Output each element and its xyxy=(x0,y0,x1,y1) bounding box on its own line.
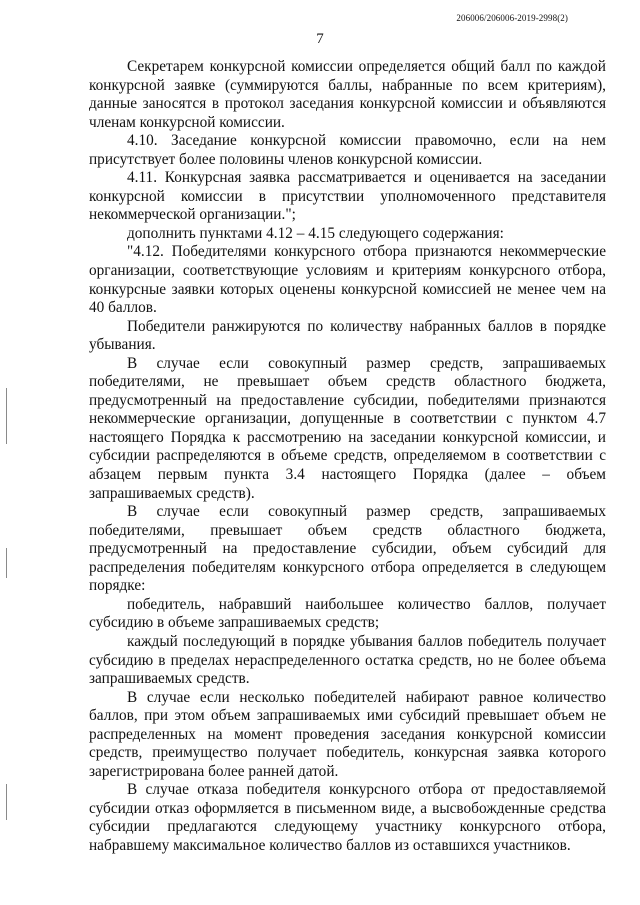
paragraph-ranking: Победители ранжируются по количеству набранных баллов в порядке убывания. xyxy=(89,317,606,354)
document-id: 206006/206006-2019-2998(2) xyxy=(456,13,568,23)
paragraph-refusal: В случае отказа победителя конкурсного отбора от предоставляемой субсидии отказ оформляется в письменном виде, а высвобожденные средства субсидии предлагаются следующему участнику конкурсного отбора, набравшему максимальное количество баллов из оставшихся участников. xyxy=(89,781,606,854)
paragraph-next-winners: каждый последующий в порядке убывания баллов победитель получает субсидию в пределах нераспределенного остатка средств, но не более объема запрашиваемых средств. xyxy=(89,632,606,688)
scan-margin-mark xyxy=(6,784,7,820)
scan-margin-mark xyxy=(6,388,7,444)
page-number: 7 xyxy=(316,31,324,47)
paragraph-4-12: "4.12. Победителями конкурсного отбора признаются некоммерческие организации, соответствующие условиям и критериям конкурсного отбора, конкурсные заявки которых оценены конкурсной комиссией не менее чем на 40 баллов. xyxy=(89,243,606,317)
paragraph-4-11: 4.11. Конкурсная заявка рассматривается и оценивается на заседании конкурсной комиссии в присутствии уполномоченного представителя некоммерческой организации."; xyxy=(89,169,606,224)
paragraph-exceeds: В случае если совокупный размер средств, запрашиваемых победителями, превышает объем средств областного бюджета, предусмотренный на предоставление субсидии, объем субсидий для распределения победителям конкурсного отбора определяется в следующем порядке: xyxy=(89,503,606,595)
paragraph-4-10: 4.10. Заседание конкурсной комиссии правомочно, если на нем присутствует более половины членов конкурсной комиссии. xyxy=(89,132,606,168)
paragraph-secretary-score: Секретарем конкурсной комиссии определяется общий балл по каждой конкурсной заявке (суммируются баллы, набранные по всем критериям), данные заносятся в протокол заседания конкурсной комиссии и объявляются членам конкурсной комиссии. xyxy=(89,58,606,131)
paragraph-not-exceeds: В случае если совокупный размер средств, запрашиваемых победителями, не превышает объем средств областного бюджета, предусмотренный на предоставление субсидии, победителями признаются некоммерческие организации, допущенные в соответствии с пунктом 4.7 настоящего Порядка к рассмотрению на заседании конкурсной комиссии, и субсидии распределяются в объеме средств, определяемом в соответствии с абзацем первым пункта 3.4 настоящего Порядка (далее – объем запрашиваемых средств). xyxy=(89,354,606,502)
paragraph-equal-scores: В случае если несколько победителей набирают равное количество баллов, при этом объем запрашиваемых ими субсидий превышает объем не распределенных на момент проведения заседания конкурсной комиссии средств, преимущество получает победитель, конкурсная заявка которого зарегистрирована более ранней датой. xyxy=(89,688,606,780)
paragraph-top-winner: победитель, набравший наибольшее количество баллов, получает субсидию в объеме запрашиваемых средств; xyxy=(89,595,606,632)
scan-margin-mark xyxy=(6,548,7,578)
document-body xyxy=(89,58,606,856)
paragraph-amendment-intro: дополнить пунктами 4.12 – 4.15 следующего содержания: xyxy=(127,224,504,242)
